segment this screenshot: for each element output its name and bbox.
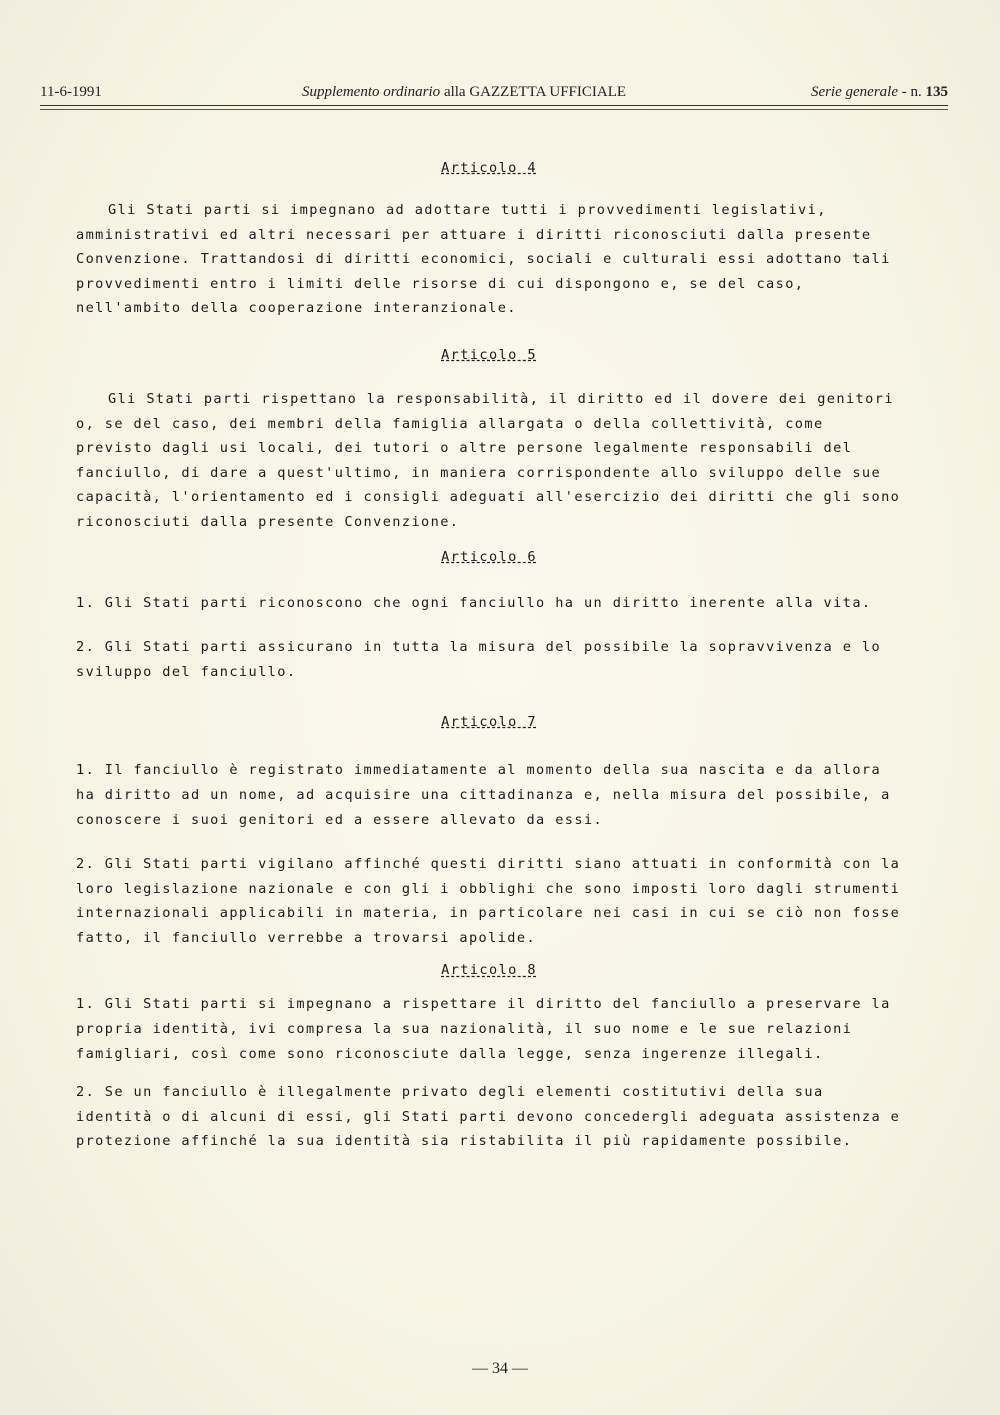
publication-prefix: Supplemento ordinario (302, 84, 441, 100)
article-5-paragraph: Gli Stati parti rispettano la responsabilità, il diritto ed il dovere dei genitori o, se del caso, dei membri della famiglia allargata o della collettività, come previsto dagli usi locali, dei tutori o altre persone legalmente responsabili del fanciullo, di dare a quest'ultimo, in maniera corrispondente allo sviluppo delle sue capacità, l'orientamento ed i consigli adeguati all'esercizio dei diritti che gli sono riconosciuti dalla presente Convenzione. (76, 390, 901, 530)
issue-number: 135 (925, 84, 948, 100)
series-label: Serie generale (810, 84, 898, 100)
publication-date: 11-6-1991 (40, 84, 102, 100)
article-8-paragraph-2: 2. Se un fanciullo è illegalmente privato degli elementi costitutivi della sua identità o di alcuni di essi, gli Stati parti devono concedergli adeguata assistenza e protezione affinché la sua identità sia ristabilita il più rapidamente possibile. (76, 1084, 901, 1150)
page-header (40, 84, 948, 106)
number-prefix: - n. (898, 84, 926, 100)
article-8-paragraph-1: 1. Gli Stati parti si impegnano a rispettare il diritto del fanciullo a preservare la propria identità, ivi compresa la sua nazionalità, il suo nome e le sue relazioni famigliari, così come sono riconosciute dalla legge, senza ingerenze illegali. (76, 996, 891, 1062)
document-body (76, 160, 902, 1154)
series-info (811, 84, 948, 101)
page-number: — 34 — (472, 1360, 528, 1377)
header-rule-thin (40, 109, 948, 110)
article-8-title: Articolo 8 (441, 962, 537, 979)
header-rule (40, 105, 948, 106)
article-4-title: Articolo 4 (441, 160, 537, 176)
article-7-paragraph-2: 2. Gli Stati parti vigilano affinché questi diritti siano attuati in conformità con la loro legislazione nazionale e con gli i obblighi che sono imposti loro dagli strumenti internazionali applicabili in materia, in particolare nei casi in cui se ciò non fosse fatto, il fanciullo verrebbe a trovarsi apolide. (76, 856, 901, 946)
publication-title (302, 84, 626, 101)
article-6-paragraph-2: 2. Gli Stati parti assicurano in tutta la misura del possibile la sopravvivenza e lo sviluppo del fanciullo. (76, 639, 882, 680)
publication-mid: alla (440, 84, 470, 100)
article-4-paragraph: Gli Stati parti si impegnano ad adottare tutti i provvedimenti legislativi, amministrativi ed altri necessari per attuare i diritti riconosciuti dalla presente Convenzione. Trattandosi di diritti economici, sociali e culturali essi adottano tali provvedimenti entro i limiti delle risorse di cui dispongono e, se del caso, nell'ambito della cooperazione interanzionale. (76, 202, 891, 317)
publication-name: GAZZETTA UFFICIALE (469, 84, 627, 100)
article-7-paragraph-1: 1. Il fanciullo è registrato immediatamente al momento della sua nascita e da allora ha diritto ad un nome, ad acquisire una cittadinanza e, nella misura del possibile, a conoscere i suoi genitori ed a essere allevato da essi. (76, 762, 891, 828)
article-6-title: Articolo 6 (441, 548, 537, 565)
article-5-title: Articolo 5 (441, 346, 537, 363)
article-7-title: Articolo 7 (441, 714, 537, 731)
article-6-paragraph-1: 1. Gli Stati parti riconoscono che ogni fanciullo ha un diritto inerente alla vita. (76, 594, 872, 611)
